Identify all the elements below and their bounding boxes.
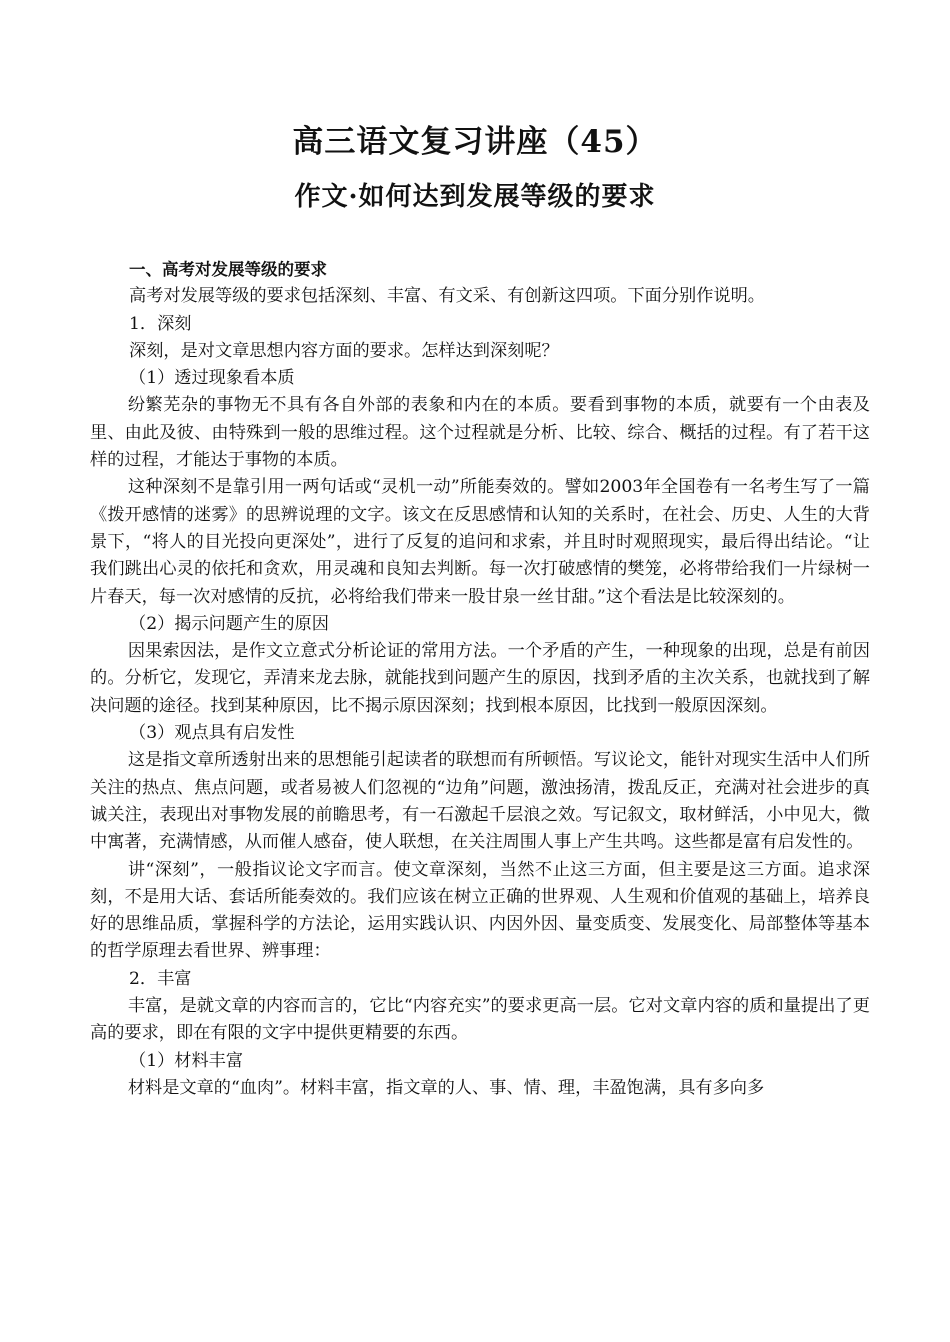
section-heading-1: 一、高考对发展等级的要求 xyxy=(129,260,327,279)
point-title-inspiring: （3）观点具有启发性 xyxy=(129,723,295,744)
paragraph: 因果索因法，是作文立意式分析论证的常用方法。一个矛盾的产生，一种现象的出现，总是有前因的。分析它，发现它，弄清来龙去脉，就能找到问题产生的原因，找到矛盾的主次关系，也就找到了解决问题的途径。找到某种原因，比不揭示原因深刻；找到根本原因，比找到一般原因深刻。 xyxy=(90,641,870,716)
paragraph: 丰富，是就文章的内容而言的，它比“内容充实”的要求更高一层。它对文章内容的质和量提出了更高的要求，即在有限的文字中提供更精要的东西。 xyxy=(90,996,870,1044)
point-title-materials: （1）材料丰富 xyxy=(129,1050,244,1071)
depth-intro-paragraph: 深刻，是对文章思想内容方面的要求。怎样达到深刻呢？ xyxy=(129,340,559,361)
paragraph: 讲“深刻”，一般指议论文字而言。使文章深刻，当然不止这三方面，但主要是这三方面。追求深刻，不是用大话、套话所能奏效的。我们应该在树立正确的世界观、人生观和价值观的基础上，培养良好的思维品质，掌握科学的方法论，运用实践认识、内因外因、量变质变、发展变化、局部整体等基本的哲学原理去看世界、辨事理： xyxy=(90,859,870,962)
page-title: 高三语文复习讲座（45） xyxy=(292,124,658,160)
subsection-title-depth: 1．深刻 xyxy=(129,313,192,334)
subsection-title-richness: 2．丰富 xyxy=(129,968,192,989)
paragraph: 这是指文章所透射出来的思想能引起读者的联想而有所顿悟。写议论文，能针对现实生活中人们所关注的热点、焦点问题，或者易被人们忽视的“边角”问题，激浊扬清，拨乱反正，充满对社会进步的真诚关注，表现出对事物发展的前瞻思考，有一石激起千层浪之效。写记叙文，取材鲜活，小中见大，微中寓著，充满情感，从而催人感奋，使人联想，在关注周围人事上产生共鸣。这些都是富有启发性的。 xyxy=(90,750,870,853)
point-title-essence: （1）透过现象看本质 xyxy=(129,368,295,389)
page-subtitle: 作文·如何达到发展等级的要求 xyxy=(294,182,656,212)
intro-paragraph: 高考对发展等级的要求包括深刻、丰富、有文采、有创新这四项。下面分别作说明。 xyxy=(129,286,765,307)
paragraph: 纷繁芜杂的事物无不具有各自外部的表象和内在的本质。要看到事物的本质，就要有一个由表及里、由此及彼、由特殊到一般的思维过程。这个过程就是分析、比较、综合、概括的过程。有了若干这样的过程，才能达于事物的本质。 xyxy=(90,395,870,471)
document-body xyxy=(90,256,870,1102)
point-title-causes: （2）揭示问题产生的原因 xyxy=(129,613,329,634)
paragraph: 材料是文章的“血肉”。材料丰富，指文章的人、事、情、理，丰盈饱满，具有多向多 xyxy=(127,1077,765,1098)
paragraph: 这种深刻不是靠引用一两句话或“灵机一动”所能奏效的。譬如2003年全国卷有一名考生写了一篇《拨开感情的迷雾》的思辨说理的文字。该文在反思感情和认知的关系时，在社会、历史、人生的大背景下，“将人的目光投向更深处”，进行了反复的追问和求索，并且时时观照现实，最后得出结论。“让我们跳出心灵的依托和贪欢，用灵魂和良知去判断。每一次打破感情的樊笼，必将带给我们一片绿树一片春天，每一次对感情的反抗，必将给我们带来一股甘泉一丝甘甜。”这个看法是比较深刻的。 xyxy=(90,477,870,607)
